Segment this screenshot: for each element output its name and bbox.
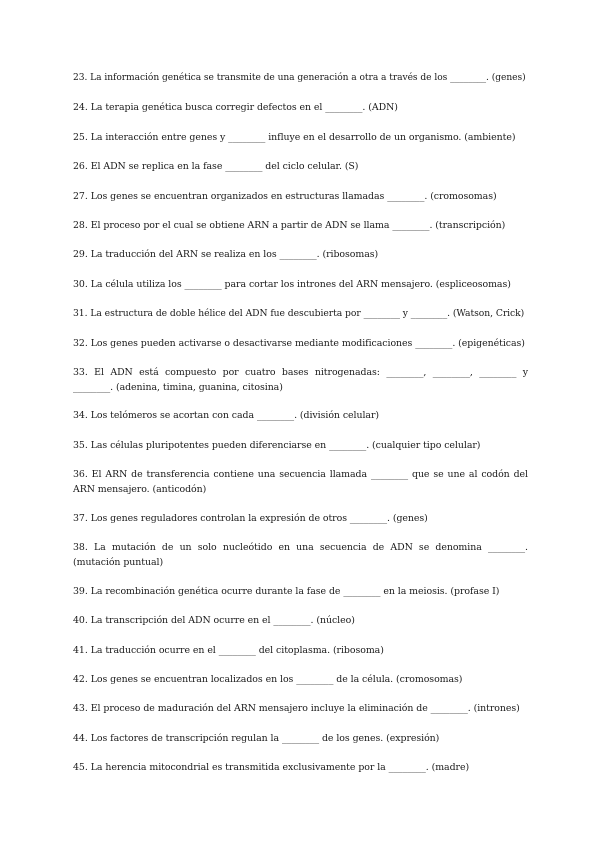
question-36: 36. El ARN de transferencia contiene una secuencia llamada ________ que se une al codón del ARN mensajero. (anticodón)	[73, 469, 528, 495]
question-43: 43. El proceso de maduración del ARN mensajero incluye la eliminación de ________. (intrones)	[73, 703, 520, 714]
question-23: 23. La información genética se transmite de una generación a otra a través de los ________. (genes)	[73, 73, 526, 83]
question-26: 26. El ADN se replica en la fase ________ del ciclo celular. (S)	[73, 161, 359, 172]
question-33: 33. El ADN está compuesto por cuatro bases nitrogenadas: ________, ________, ________ y ________. (adenina, timina, guanina, citosina)	[73, 367, 528, 393]
question-27: 27. Los genes se encuentran organizados en estructuras llamadas ________. (cromosomas)	[73, 191, 497, 202]
question-37: 37. Los genes reguladores controlan la expresión de otros ________. (genes)	[73, 513, 428, 524]
question-31: 31. La estructura de doble hélice del ADN fue descubierta por ________ y ________. (Watson, Crick)	[73, 308, 525, 319]
question-40: 40. La transcripción del ADN ocurre en el ________. (núcleo)	[73, 615, 355, 626]
question-34: 34. Los telómeros se acortan con cada ________. (división celular)	[73, 410, 380, 421]
question-28: 28. El proceso por el cual se obtiene ARN a partir de ADN se llama ________. (transcripción)	[73, 220, 506, 231]
question-45: 45. La herencia mitocondrial es transmitida exclusivamente por la ________. (madre)	[73, 762, 470, 773]
question-25: 25. La interacción entre genes y ________ influye en el desarrollo de un organismo. (ambiente)	[73, 132, 516, 143]
question-42: 42. Los genes se encuentran localizados en los ________ de la célula. (cromosomas)	[73, 674, 463, 685]
question-41: 41. La traducción ocurre en el ________ del citoplasma. (ribosoma)	[73, 645, 384, 656]
question-38: 38. La mutación de un solo nucleótido en una secuencia de ADN se denomina ________. (mutación puntual)	[73, 542, 528, 568]
question-29: 29. La traducción del ARN se realiza en los ________. (ribosomas)	[73, 249, 379, 260]
question-32: 32. Los genes pueden activarse o desactivarse mediante modificaciones ________. (epigenéticas)	[73, 338, 525, 349]
question-44: 44. Los factores de transcripción regulan la ________ de los genes. (expresión)	[73, 733, 440, 744]
question-35: 35. Las células pluripotentes pueden diferenciarse en ________. (cualquier tipo celular)	[73, 440, 481, 451]
question-39: 39. La recombinación genética ocurre durante la fase de ________ en la meiosis. (profase I)	[73, 586, 500, 597]
question-30: 30. La célula utiliza los ________ para cortar los intrones del ARN mensajero. (espliceosomas)	[73, 279, 511, 290]
question-24: 24. La terapia genética busca corregir defectos en el ________. (ADN)	[73, 102, 398, 113]
